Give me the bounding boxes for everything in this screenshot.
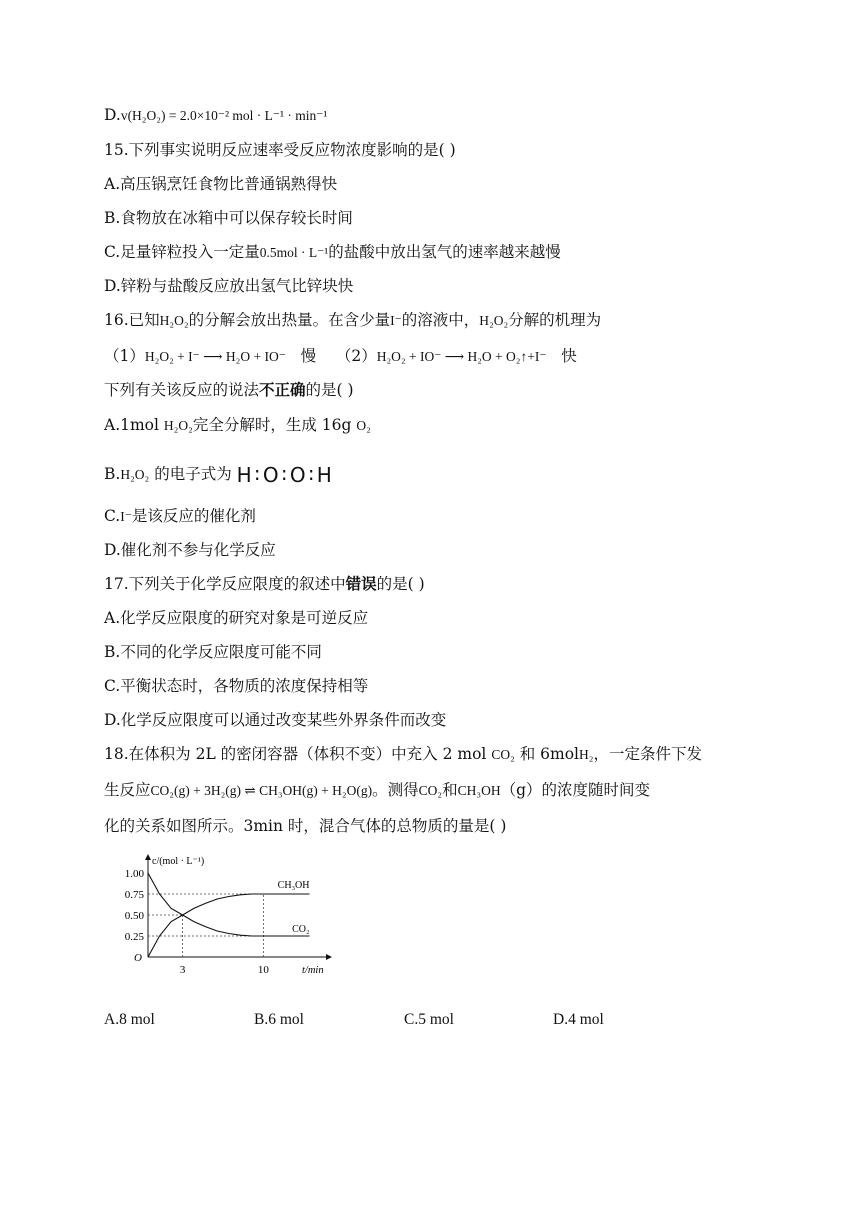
origin-label: O: [134, 952, 142, 964]
y-axis-arrow: [145, 854, 151, 860]
q15-option-d: D.锌粉与盐酸反应放出氢气比锌块快: [104, 277, 354, 295]
q17-option-d: D.化学反应限度可以通过改变某些外界条件而改变: [104, 711, 447, 729]
q18-option-d: D.4 mol: [553, 1011, 604, 1028]
q18-option-c: C.5 mol: [404, 1011, 454, 1028]
y-tick-label: 0.50: [124, 910, 144, 922]
q16-stem: 16.已知H₂O₂的分解会放出热量。在含少量I⁻的溶液中，H₂O₂分解的机理为: [104, 311, 602, 329]
q16-option-a: A.1mol H₂O₂完全分解时，生成 16g O₂: [104, 416, 371, 434]
q16-option-b: B.H₂O₂ 的电子式为 H∶O∶O∶H: [104, 463, 335, 487]
x-axis-arrow: [326, 954, 332, 960]
electron-formula: H∶O∶O∶H: [236, 463, 335, 487]
q14-option-d: D.v(H₂O₂) = 2.0×10⁻² mol · L⁻¹ · min⁻¹: [104, 106, 328, 124]
concentration-time-chart: [118, 852, 333, 980]
x-tick-label: 3: [179, 964, 186, 976]
q16-mechanism: （1）H₂O₂ + I⁻ ⟶ H₂O + IO⁻ 慢 （2）H₂O₂ + IO⁻ ⟶ H₂O + O₂↑+I⁻ 快: [104, 347, 577, 365]
series-label: CH₃OH: [277, 880, 310, 891]
q17-option-a: A.化学反应限度的研究对象是可逆反应: [104, 609, 369, 627]
q18-stem-line1: 18.在体积为 2L 的密闭容器（体积不变）中充入 2 mol CO₂ 和 6molH₂，一定条件下发: [104, 745, 702, 763]
q18-option-b: B.6 mol: [254, 1011, 304, 1028]
y-axis-label: c/(mol · L⁻¹): [152, 856, 205, 867]
q15-option-a: A.高压锅烹饪食物比普通锅熟得快: [104, 175, 338, 193]
series-label: CO₂: [292, 924, 310, 935]
q15-stem: 15.下列事实说明反应速率受反应物浓度影响的是( ): [104, 141, 456, 159]
q18-stem-line2: 生反应CO₂(g) + 3H₂(g) ⇌ CH₃OH(g) + H₂O(g)。测得CO₂和CH₃OH（g）的浓度随时间变: [104, 781, 651, 799]
q16-question: 下列有关该反应的说法不正确的是( ): [104, 380, 354, 399]
q18-stem-line3: 化的关系如图所示。3min 时，混合气体的总物质的量是( ): [104, 817, 507, 835]
y-tick-label: 1.00: [124, 868, 144, 880]
q15-option-b: B.食物放在冰箱中可以保存较长时间: [104, 209, 353, 227]
y-tick-label: 0.75: [124, 889, 144, 901]
q15-option-c: C.足量锌粒投入一定量0.5mol · L⁻¹的盐酸中放出氢气的速率越来越慢: [104, 243, 561, 261]
q17-option-c: C.平衡状态时，各物质的浓度保持相等: [104, 677, 369, 695]
q17-option-b: B.不同的化学反应限度可能不同: [104, 643, 322, 661]
series-line: [148, 894, 310, 957]
q16-option-d: D.催化剂不参与化学反应: [104, 541, 276, 559]
x-tick-label: 10: [257, 964, 269, 976]
q17-stem: 17.下列关于化学反应限度的叙述中错误的是( ): [104, 574, 425, 593]
q16-option-c: C.I⁻是该反应的催化剂: [104, 507, 256, 525]
x-axis-label: t/min: [302, 965, 324, 976]
q18-option-a: A.8 mol: [104, 1011, 155, 1028]
y-tick-label: 0.25: [124, 931, 144, 943]
